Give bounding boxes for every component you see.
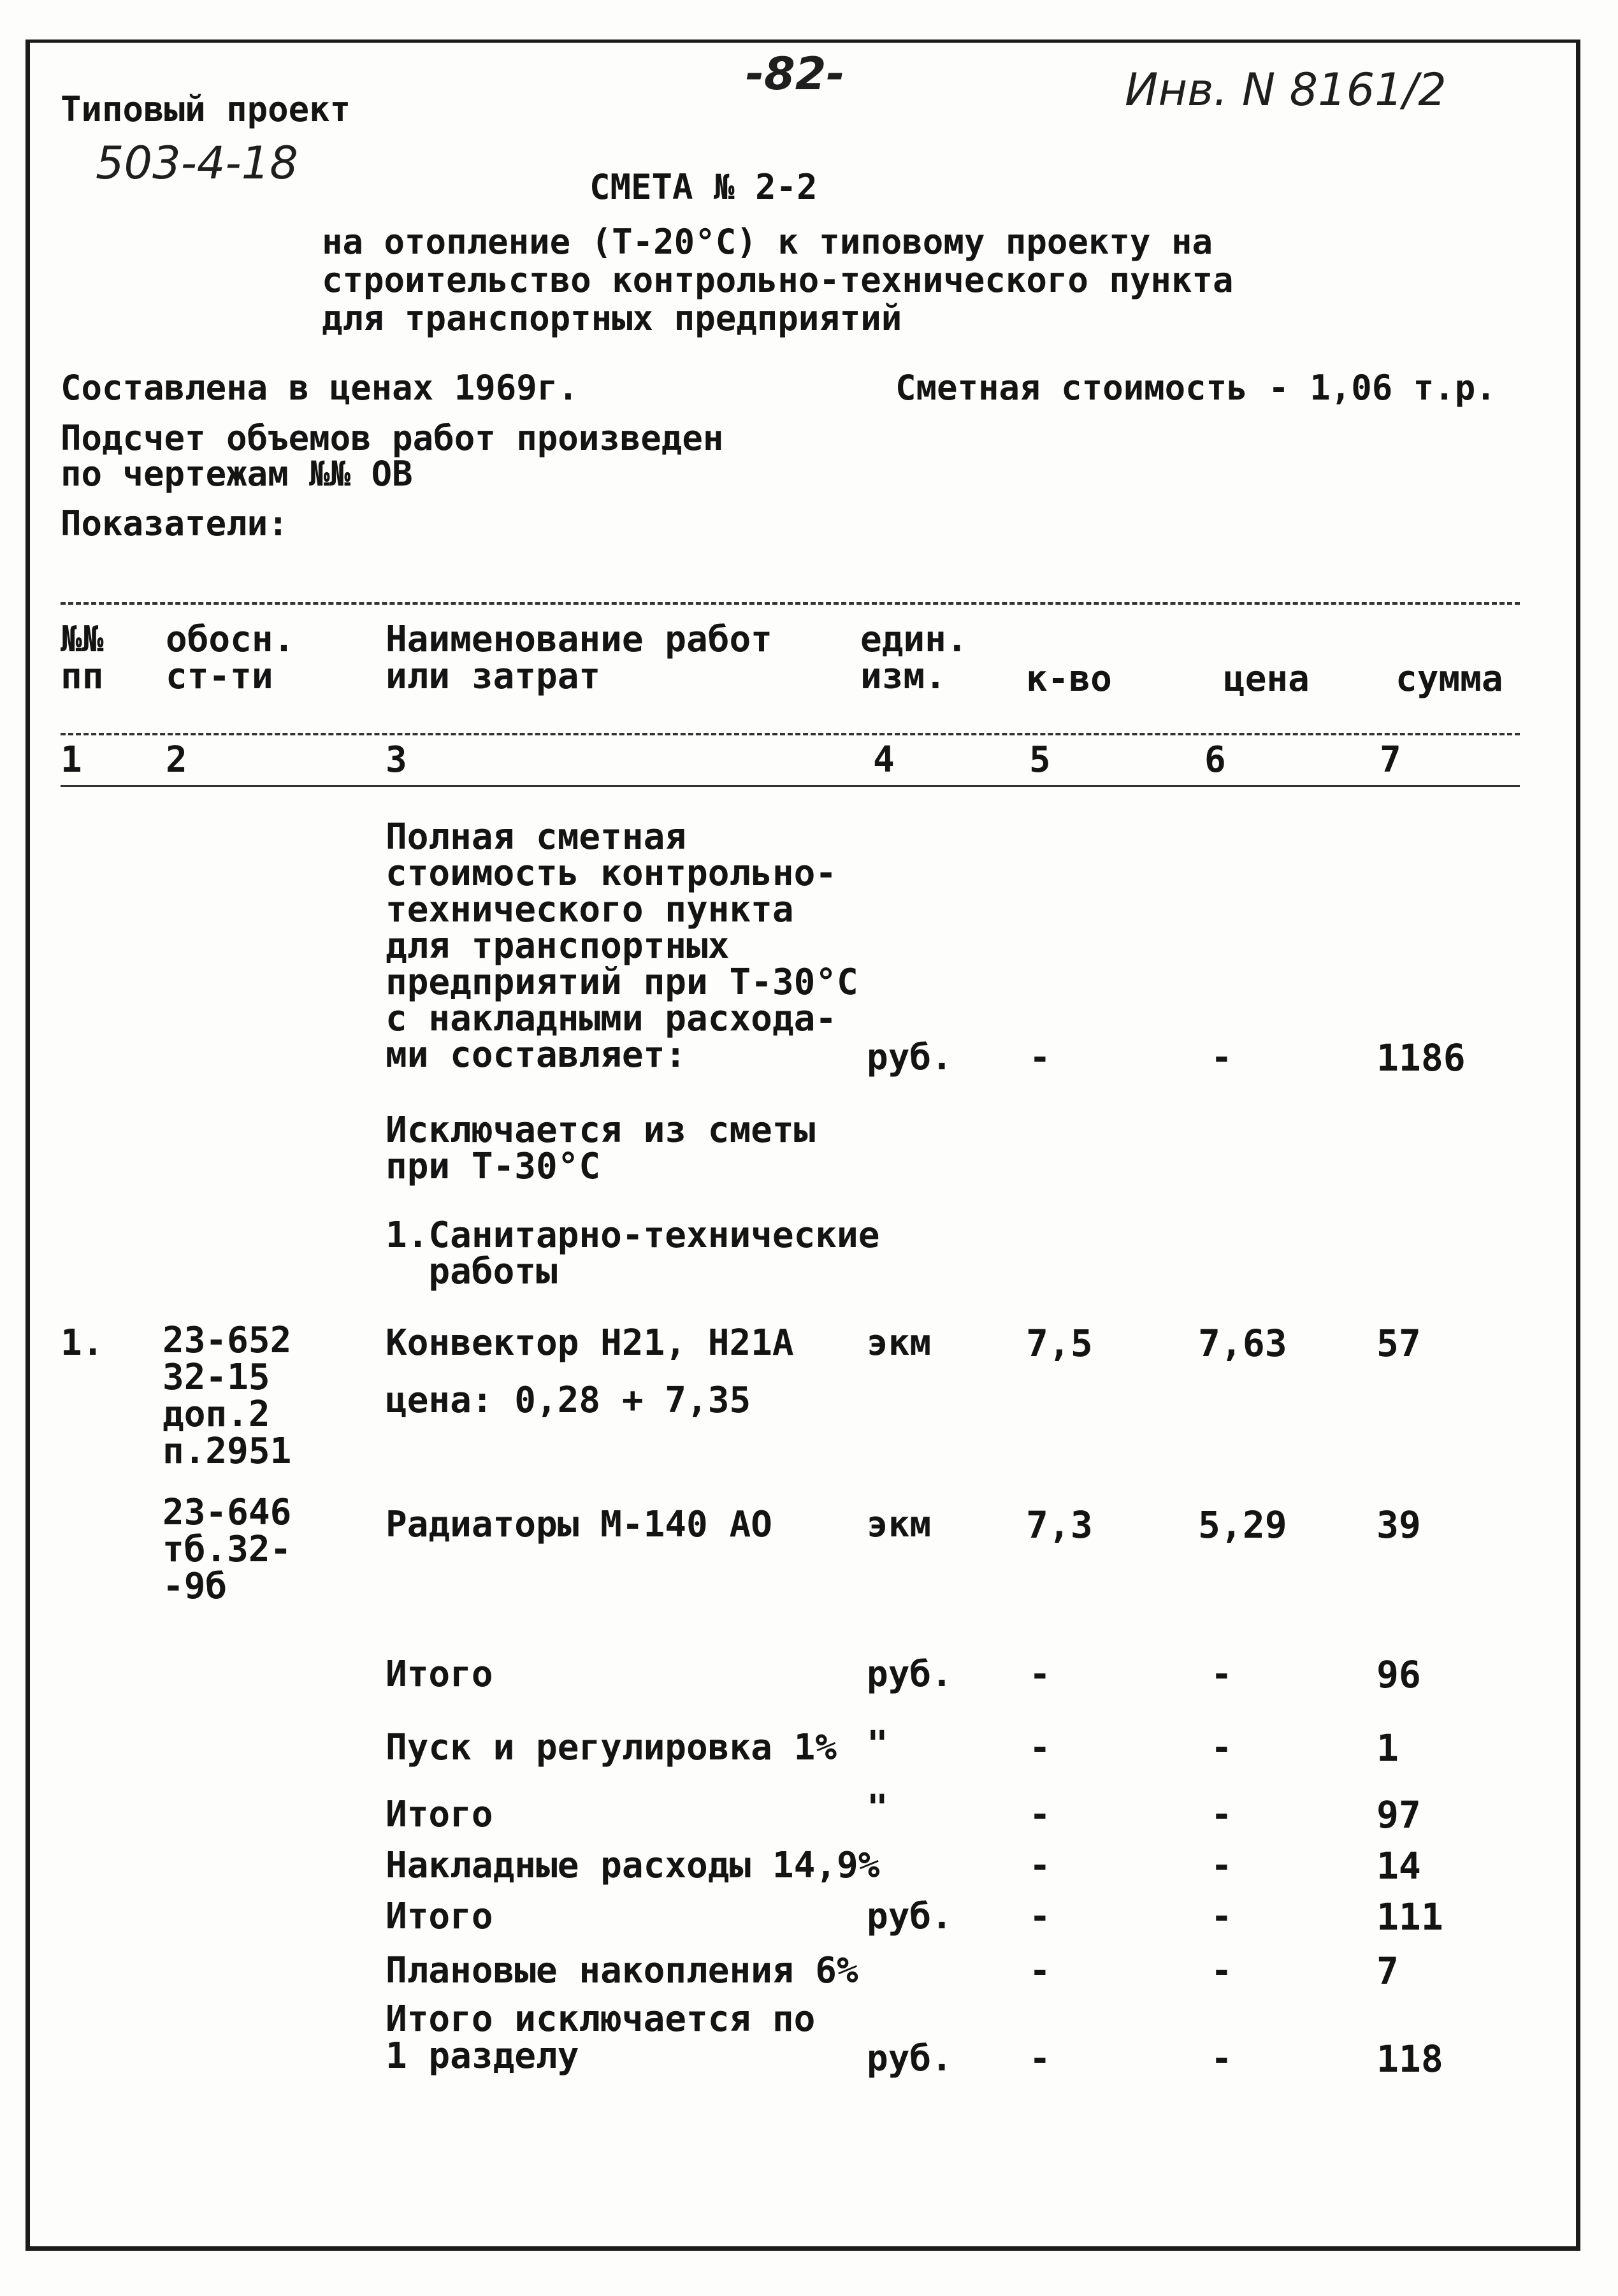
- totals-row-3-qty: -: [1029, 1794, 1051, 1835]
- totals-row-1-qty: -: [1029, 1654, 1051, 1695]
- project-label: Типовый проект: [61, 89, 351, 129]
- totals-row-3-sum: 97: [1376, 1793, 1421, 1837]
- col-header-basis: обосн. ст-ти: [166, 619, 295, 697]
- prices-line: Составлена в ценах 1969г.: [61, 368, 579, 408]
- table-top-rule: [61, 602, 1520, 605]
- item-1-basis: 23-652 32-15 доп.2 п.2951: [163, 1320, 292, 1472]
- col-header-price: цена: [1224, 658, 1310, 700]
- totals-row-2-sum: 1: [1376, 1726, 1399, 1770]
- totals-row-7-sum: 118: [1376, 2037, 1443, 2081]
- totals-row-5-unit: руб.: [867, 1896, 953, 1937]
- estimate-subtitle: на отопление (Т-20°С) к типовому проекту на строительство контрольно-технического пункта для транспортных предприятий: [322, 222, 1234, 338]
- col-header-sum: сумма: [1396, 658, 1503, 700]
- item-2-price: 5,29: [1198, 1503, 1287, 1547]
- col-header-qty: к-во: [1026, 658, 1112, 700]
- col-header-unit: един. изм.: [860, 619, 968, 697]
- col-header-name: Наименование работ или затрат: [386, 619, 772, 697]
- excluded-label: Исключается из сметы при Т-30°С: [386, 1109, 816, 1187]
- totals-row-5-qty: -: [1029, 1896, 1051, 1937]
- inventory-number: Инв. N 8161/2: [1125, 64, 1447, 116]
- project-number: 503-4-18: [96, 137, 298, 189]
- item-1-name: Конвектор Н21, Н21А: [386, 1322, 794, 1364]
- totals-row-3-unit: ": [867, 1787, 888, 1829]
- col-number-7: 7: [1380, 739, 1401, 781]
- totals-row-4-price: -: [1211, 1845, 1232, 1886]
- volume-calc-note: Подсчет объемов работ произведен по чертежам №№ ОВ: [61, 418, 724, 494]
- totals-row-2-qty: -: [1029, 1727, 1051, 1768]
- total-cost-sum: 1186: [1376, 1036, 1466, 1079]
- item-2-sum: 39: [1376, 1503, 1421, 1547]
- totals-row-5-sum: 111: [1376, 1895, 1443, 1939]
- total-cost-price: -: [1211, 1037, 1232, 1078]
- table-header-rule: [61, 733, 1520, 735]
- totals-row-4-name: Накладные расходы 14,9%: [386, 1845, 880, 1886]
- total-cost-unit: руб.: [867, 1037, 953, 1078]
- col-number-1: 1: [61, 739, 82, 781]
- indicators-label: Показатели:: [61, 503, 289, 544]
- item-2-basis: 23-646 тб.32- -9б: [163, 1492, 292, 1607]
- totals-row-7-qty: -: [1029, 2038, 1051, 2079]
- col-number-2: 2: [166, 739, 187, 781]
- totals-row-2-unit: ": [867, 1724, 888, 1765]
- totals-row-2-price: -: [1211, 1727, 1232, 1768]
- col-number-5: 5: [1029, 739, 1051, 781]
- item-1-qty: 7,5: [1026, 1322, 1093, 1365]
- item-1-unit: экм: [867, 1322, 932, 1364]
- col-number-6: 6: [1204, 739, 1226, 781]
- estimate-title: СМЕТА № 2-2: [589, 167, 818, 207]
- totals-row-1-unit: руб.: [867, 1654, 953, 1695]
- totals-row-7-unit: руб.: [867, 2038, 953, 2079]
- totals-row-6-sum: 7: [1376, 1949, 1399, 1993]
- page-number: -82-: [746, 48, 845, 100]
- totals-row-5-name: Итого: [386, 1896, 493, 1937]
- totals-row-1-name: Итого: [386, 1654, 493, 1695]
- total-cost-qty: -: [1029, 1037, 1051, 1078]
- estimated-cost: Сметная стоимость - 1,06 т.р.: [895, 368, 1496, 408]
- item-2-name: Радиаторы М-140 АО: [386, 1504, 772, 1545]
- section-label: 1.Санитарно-технические работы: [386, 1215, 880, 1292]
- totals-row-5-price: -: [1211, 1896, 1232, 1937]
- totals-row-1-sum: 96: [1376, 1653, 1421, 1696]
- totals-row-6-qty: -: [1029, 1950, 1051, 1991]
- total-cost-text: Полная сметная стоимость контрольно- технического пункта для транспортных предприятий при Т-30°С с накладными расхода- ми составляет:: [386, 816, 858, 1076]
- totals-row-6-price: -: [1211, 1950, 1232, 1991]
- totals-row-6-name: Плановые накопления 6%: [386, 1950, 858, 1991]
- item-1-sum: 57: [1376, 1322, 1421, 1365]
- totals-row-3-name: Итого: [386, 1794, 493, 1835]
- item-2-unit: экм: [867, 1504, 932, 1545]
- item-2-qty: 7,3: [1026, 1503, 1093, 1547]
- totals-row-7-name: Итого исключается по 1 разделу: [386, 1998, 816, 2077]
- column-number-rule: [61, 785, 1520, 787]
- totals-row-2-name: Пуск и регулировка 1%: [386, 1727, 837, 1768]
- col-number-3: 3: [386, 739, 407, 781]
- totals-row-7-price: -: [1211, 2038, 1232, 2079]
- item-1-no: 1.: [61, 1322, 104, 1364]
- item-1-price: 7,63: [1198, 1322, 1287, 1365]
- item-1-note: цена: 0,28 + 7,35: [386, 1380, 751, 1421]
- totals-row-4-sum: 14: [1376, 1844, 1421, 1888]
- col-header-no: №№ пп: [61, 619, 104, 697]
- totals-row-3-price: -: [1211, 1794, 1232, 1835]
- totals-row-4-qty: -: [1029, 1845, 1051, 1886]
- totals-row-1-price: -: [1211, 1654, 1232, 1695]
- col-number-4: 4: [873, 739, 895, 781]
